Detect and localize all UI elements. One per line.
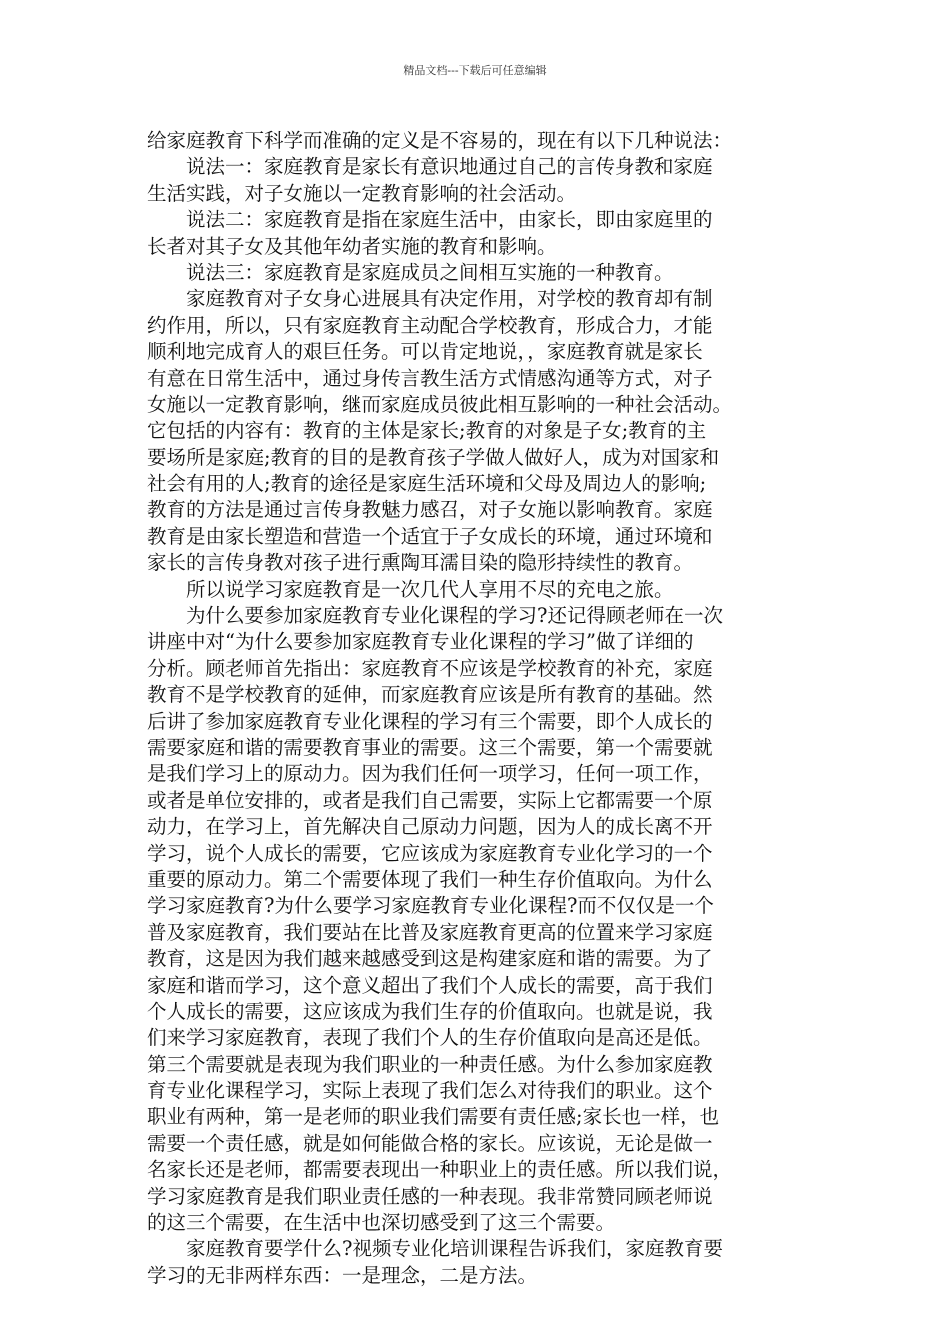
text-line: 说法一：家庭教育是家长有意识地通过自己的言传身教和家庭 [186,155,713,179]
text-line: 给家庭教育下科学而准确的定义是不容易的，现在有以下几种说法： [147,129,733,152]
text-line: 学习家庭教育是我们职业责任感的一种表现。我非常赞同顾老师说 [147,1184,713,1208]
text-line: 女施以一定教育影响，继而家庭成员彼此相互影响的一种社会活动。 [147,392,733,416]
text-line: 是我们学习上的原动力。因为我们任何一项学习，任何一项工作， [147,762,713,786]
text-line: 要场所是家庭;教育的目的是教育孩子学做人做好人，成为对国家和 [147,445,720,469]
text-line: 讲座中对“为什么要参加家庭教育专业化课程的学习”做了详细的 [147,630,694,654]
text-line: 教育的方法是通过言传身教魅力感召，对子女施以影响教育。家庭 [147,498,713,522]
text-line: 生活实践，对子女施以一定教育影响的社会活动。 [147,181,577,205]
text-line: 为什么要参加家庭教育专业化课程的学习?还记得顾老师在一次 [186,604,723,628]
text-line: 社会有用的人;教育的途径是家庭生活环境和父母及周边人的影响; [147,472,707,496]
text-line: 有意在日常生活中，通过身传言教生活方式情感沟通等方式，对子 [147,366,713,390]
text-line: 说法三：家庭教育是家庭成员之间相互实施的一种教育。 [186,260,674,284]
text-line: 所以说学习家庭教育是一次几代人享用不尽的充电之旅。 [186,577,674,601]
text-line: 动力，在学习上，首先解决自己原动力问题，因为人的成长离不开 [147,815,713,839]
text-line: 家庭教育要学什么?视频专业化培训课程告诉我们，家庭教育要 [186,1237,723,1261]
text-line: 学习家庭教育?为什么要学习家庭教育专业化课程?而不仅仅是一个 [147,894,714,918]
text-line: 教育，这是因为我们越来越感受到这是构建家庭和谐的需要。为了 [147,947,713,971]
text-line: 普及家庭教育，我们要站在比普及家庭教育更高的位置来学习家庭 [147,920,713,944]
text-line: 学习，说个人成长的需要，它应该成为家庭教育专业化学习的一个 [147,841,713,865]
text-line: 育专业化课程学习，实际上表现了我们怎么对待我们的职业。这个 [147,1079,713,1103]
text-line: 它包括的内容有：教育的主体是家长;教育的对象是子女;教育的主 [147,419,707,443]
text-line: 顺利地完成育人的艰巨任务。可以肯定地说，，家庭教育就是家长 [147,340,703,364]
text-line: 约作用，所以，只有家庭教育主动配合学校教育，形成合力，才能 [147,313,713,337]
text-line: 重要的原动力。第二个需要体现了我们一种生存价值取向。为什么 [147,867,713,891]
text-line: 教育不是学校教育的延伸，而家庭教育应该是所有教育的基础。然 [147,683,713,707]
text-line: 教育是由家长塑造和营造一个适宜于子女成长的环境，通过环境和 [147,524,713,548]
text-line: 说法二：家庭教育是指在家庭生活中，由家长，即由家庭里的 [186,208,713,232]
text-line: 分析。顾老师首先指出：家庭教育不应该是学校教育的补充，家庭 [147,656,713,680]
text-line: 需要家庭和谐的需要教育事业的需要。这三个需要，第一个需要就 [147,735,713,759]
text-line: 们来学习家庭教育，表现了我们个人的生存价值取向是高还是低。 [147,1026,713,1050]
text-line: 学习的无非两样东西：一是理念，二是方法。 [147,1263,538,1287]
text-line: 家庭教育对子女身心进展具有决定作用，对学校的教育却有制 [186,287,713,311]
text-line: 或者是单位安排的，或者是我们自己需要，实际上它都需要一个原 [147,788,713,812]
text-line: 第三个需要就是表现为我们职业的一种责任感。为什么参加家庭教 [147,1052,713,1076]
text-line: 长者对其子女及其他年幼者实施的教育和影响。 [147,234,557,258]
text-line: 的这三个需要，在生活中也深切感受到了这三个需要。 [147,1211,616,1235]
text-line: 后讲了参加家庭教育专业化课程的学习有三个需要，即个人成长的 [147,709,713,733]
page-header: 精品文档---下载后可任意编辑 [403,64,547,77]
text-line: 名家长还是老师，都需要表现出一种职业上的责任感。所以我们说， [147,1158,733,1182]
document-body [147,128,807,1289]
text-line: 需要一个责任感，就是如何能做合格的家长。应该说，无论是做一 [147,1131,713,1155]
text-line: 家庭和谐而学习，这个意义超出了我们个人成长的需要，高于我们 [147,973,713,997]
text-line: 职业有两种，第一是老师的职业我们需要有责任感;家长也一样，也 [147,1105,720,1129]
text-line: 家长的言传身教对孩子进行熏陶耳濡目染的隐形持续性的教育。 [147,551,694,575]
text-line: 个人成长的需要，这应该成为我们生存的价值取向。也就是说，我 [147,999,713,1023]
